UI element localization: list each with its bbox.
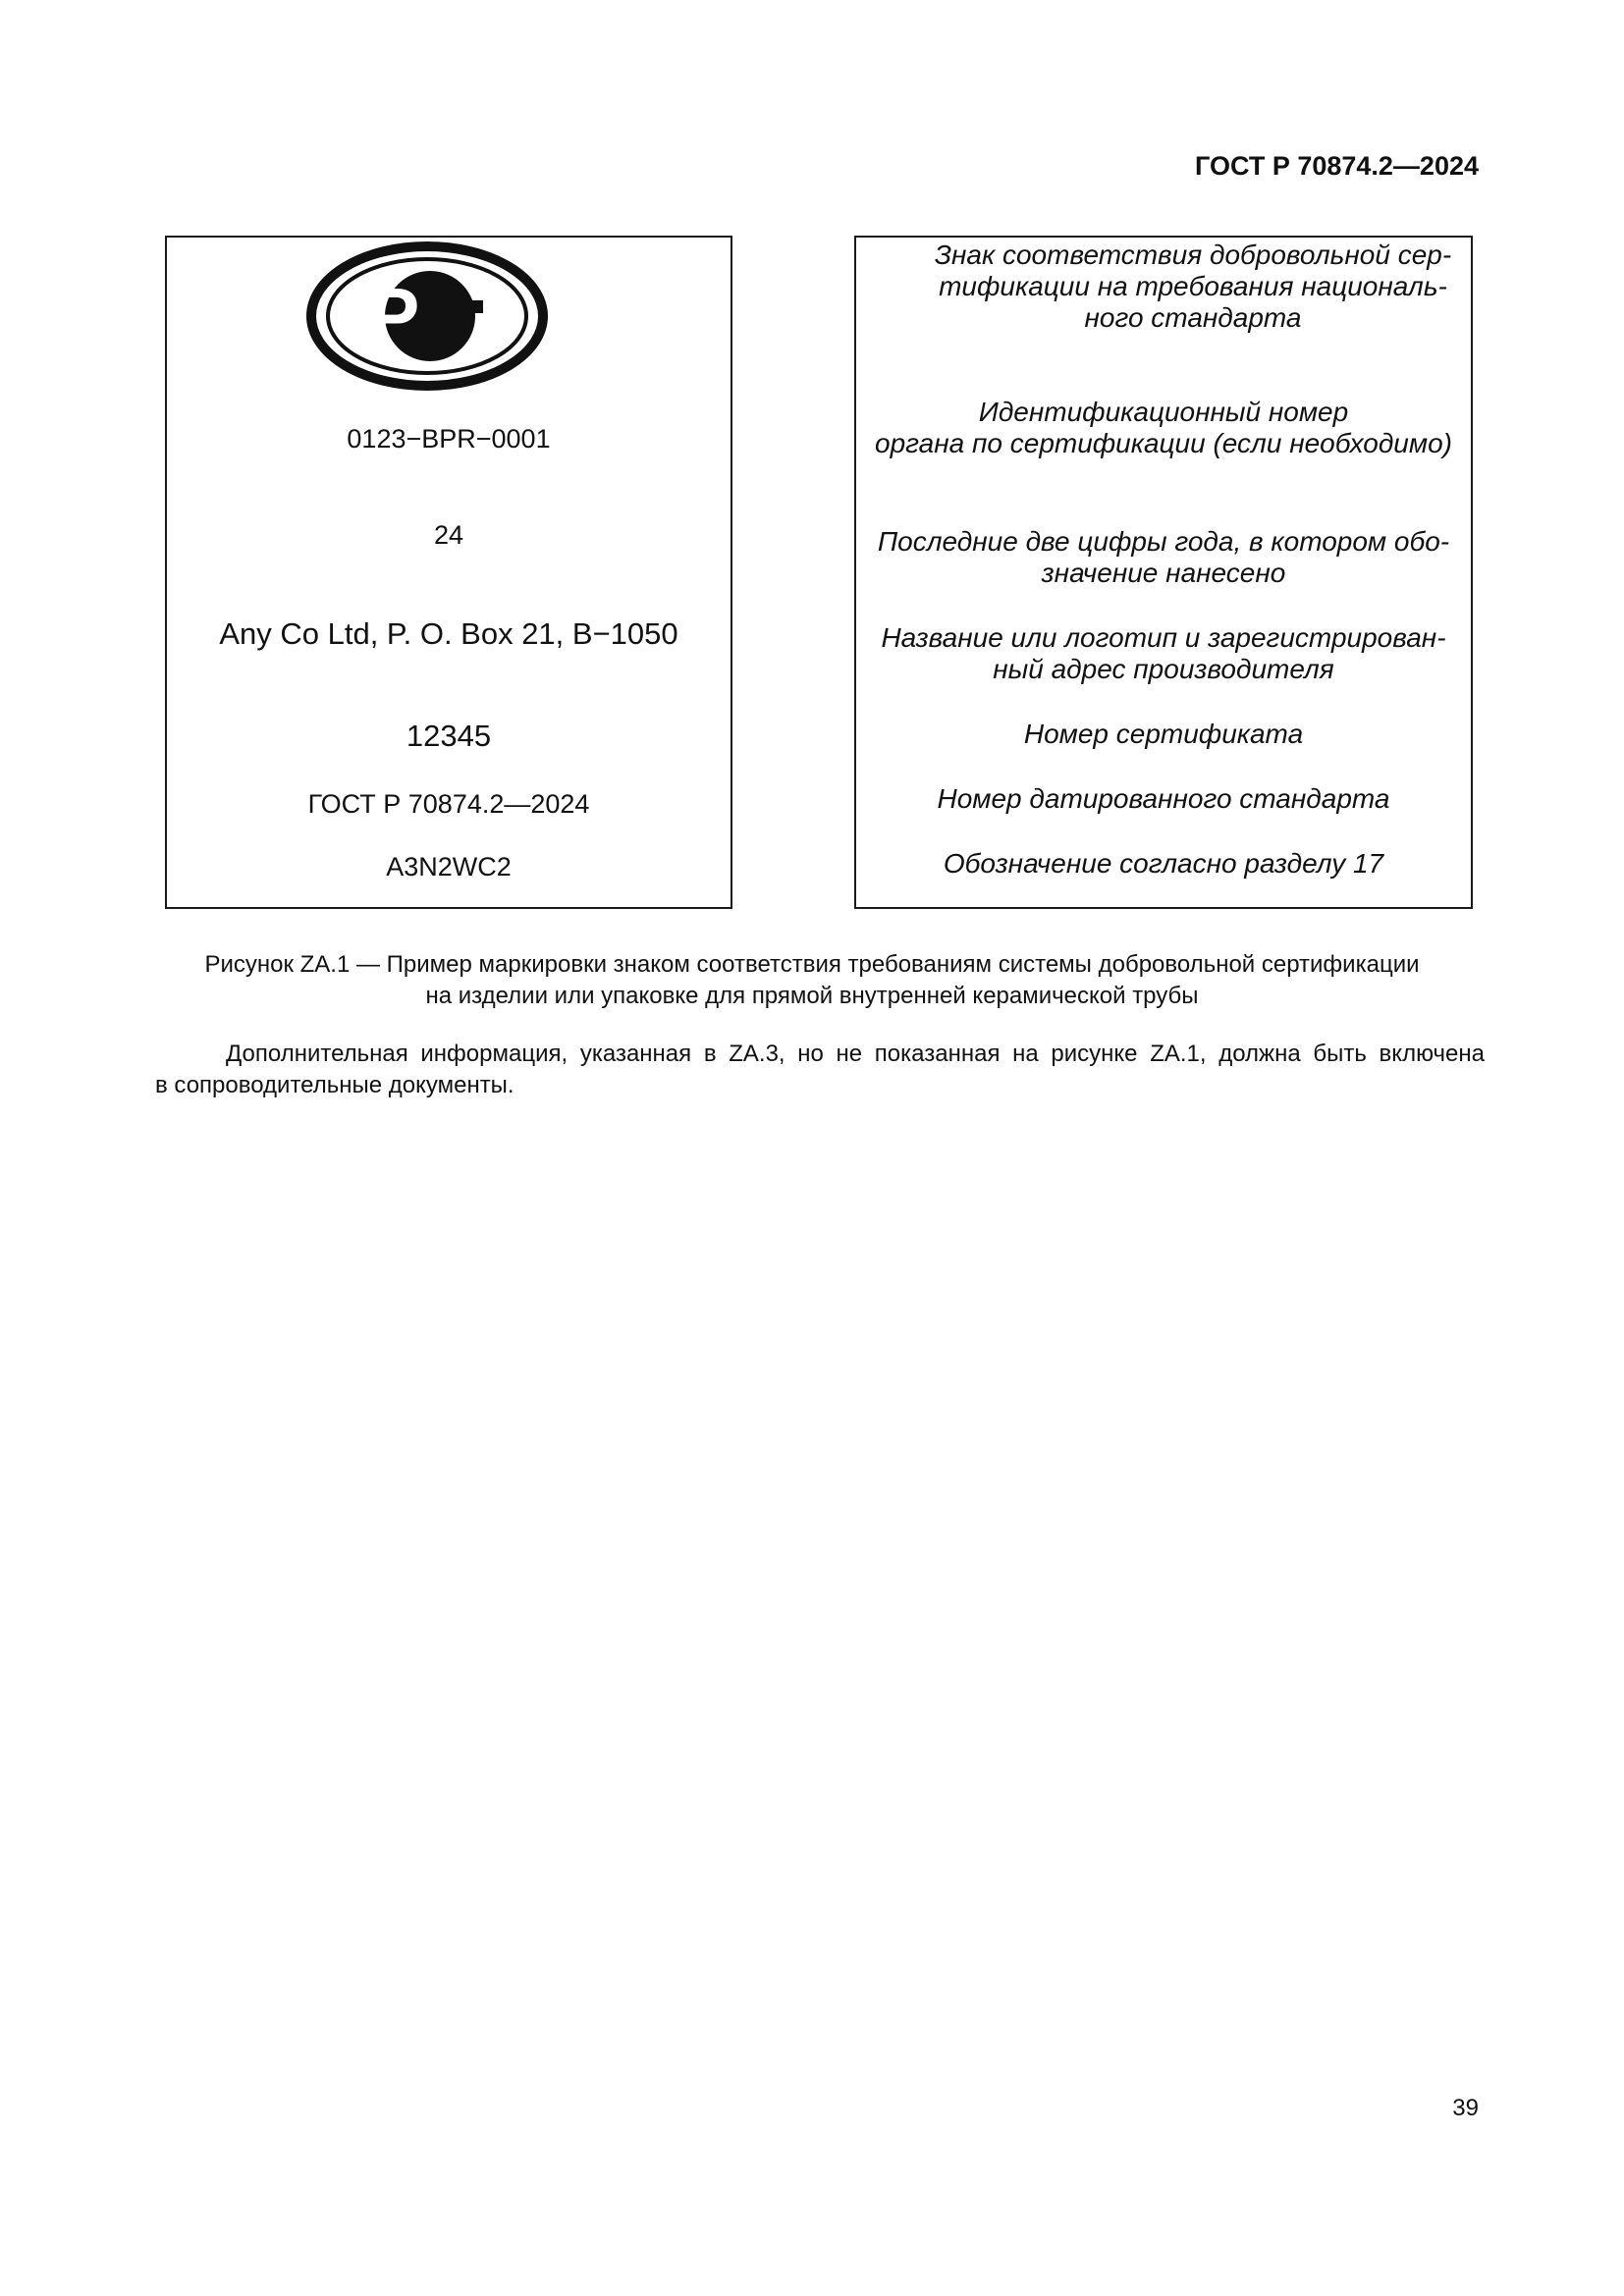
legend-conformity-mark: Знак соответствия добровольной сер- тификации на требования националь- ного стандарта: [934, 240, 1452, 333]
legend-certification-body: Идентификационный номер органа по сертификации (если необходимо): [875, 397, 1452, 458]
rst-conformity-mark-icon: [304, 238, 550, 395]
legend-standard: Номер датированного стандарта: [937, 783, 1390, 814]
legend-year: Последние две цифры года, в котором обо- значение нанесено: [877, 526, 1450, 588]
certification-body-id: 0123−BPR−0001: [347, 424, 551, 454]
page-number: 39: [1452, 2095, 1479, 2121]
designation-code: A3N2WC2: [386, 852, 512, 881]
standard-number: ГОСТ Р 70874.2—2024: [307, 789, 590, 819]
body-paragraph: Дополнительная информация, указанная в ZA.3, но не показанная на рисунке ZA.1, должна быть включена в сопроводительные документы.: [155, 1041, 1485, 1098]
document-code: ГОСТ Р 70874.2—2024: [1195, 151, 1479, 181]
figure-caption: Рисунок ZA.1 — Пример маркировки знаком соответствия требованиям системы добровольной сертификации на изделии или упаковке для прямой внутренней керамической трубы: [204, 951, 1420, 1009]
legend-certificate-number: Номер сертификата: [1023, 719, 1304, 749]
svg-text:P: P: [367, 272, 420, 359]
year-digits: 24: [433, 520, 464, 550]
certificate-number: 12345: [406, 719, 492, 753]
marking-legend-box: [854, 236, 1473, 909]
legend-designation: Обозначение согласно разделу 17: [943, 848, 1384, 879]
marking-example-box: [165, 236, 732, 909]
legend-manufacturer: Название или логотип и зарегистрирован- ный адрес производителя: [881, 622, 1446, 684]
manufacturer-address: Any Co Ltd, P. O. Box 21, B−1050: [219, 616, 678, 651]
